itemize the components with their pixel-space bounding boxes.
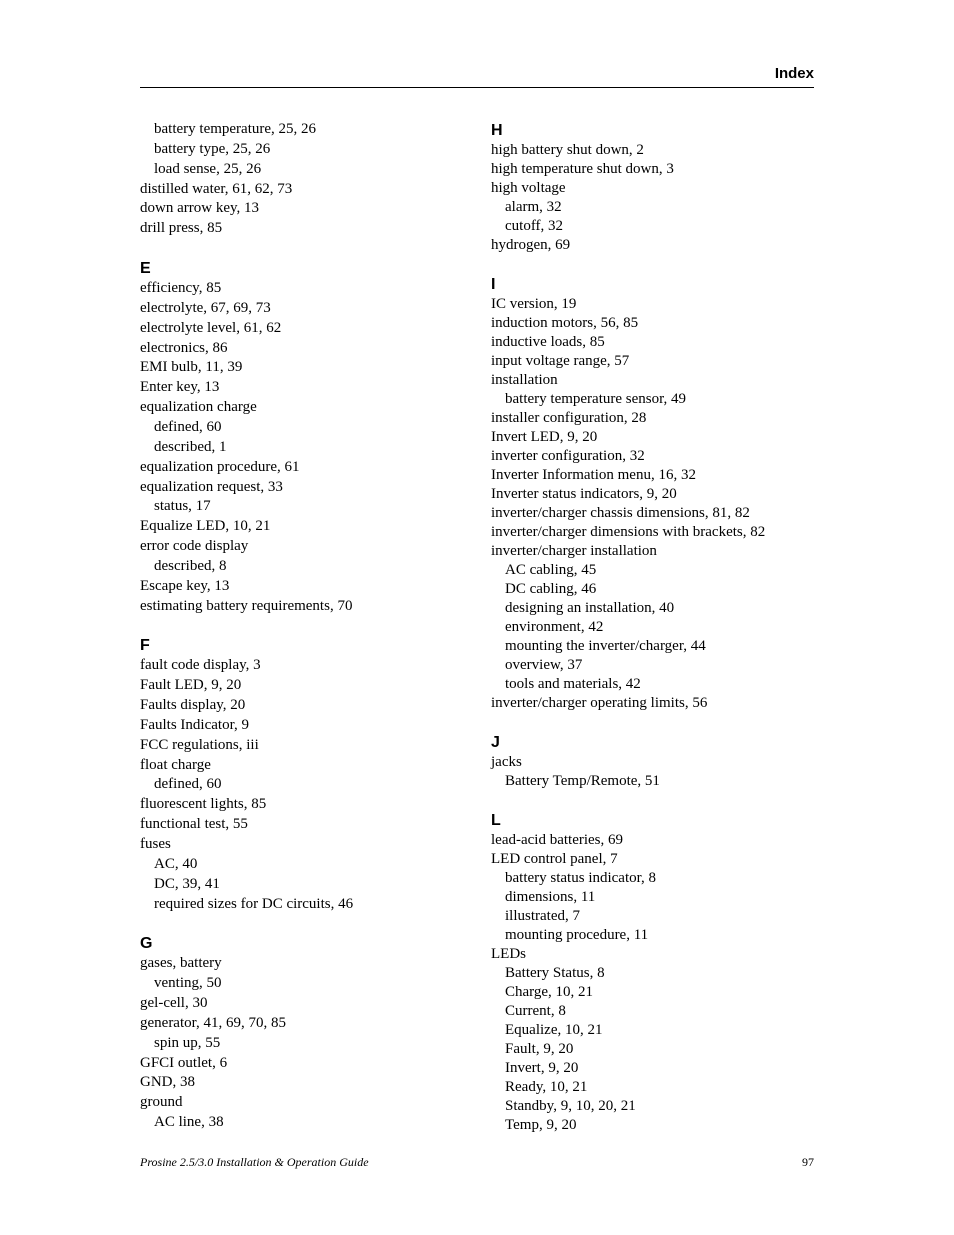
index-entry: LED control panel, 7 — [491, 851, 618, 867]
index-subentry: tools and materials, 42 — [505, 676, 641, 692]
index-subentry: environment, 42 — [505, 619, 604, 635]
index-subentry: defined, 60 — [154, 418, 222, 435]
index-entry: equalization procedure, 61 — [140, 458, 300, 475]
index-entry: electrolyte level, 61, 62 — [140, 319, 282, 336]
index-subentry: overview, 37 — [505, 657, 583, 673]
index-entry: inverter/charger operating limits, 56 — [491, 695, 708, 711]
index-subentry: cutoff, 32 — [505, 218, 564, 234]
index-subentry: Current, 8 — [505, 1003, 566, 1019]
index-entry: inverter/charger dimensions with brackets, 82 — [491, 524, 766, 540]
index-entry: Faults Indicator, 9 — [140, 716, 249, 733]
index-subentry: spin up, 55 — [154, 1034, 221, 1051]
index-subentry: Invert, 9, 20 — [505, 1060, 579, 1076]
index-letter-heading: L — [491, 812, 501, 829]
index-subentry: illustrated, 7 — [505, 908, 580, 924]
index-subentry: described, 1 — [154, 438, 227, 455]
index-subentry: AC cabling, 45 — [505, 562, 597, 578]
index-entry: Escape key, 13 — [140, 577, 230, 594]
index-entry: inverter/charger installation — [491, 543, 657, 559]
index-entry: functional test, 55 — [140, 816, 248, 833]
index-subentry: mounting procedure, 11 — [505, 927, 649, 943]
index-subentry: required sizes for DC circuits, 46 — [154, 895, 354, 912]
section-spacer — [491, 713, 821, 732]
index-entry: drill press, 85 — [140, 220, 223, 237]
index-subentry: designing an installation, 40 — [505, 600, 675, 616]
index-entry: Invert LED, 9, 20 — [491, 429, 598, 445]
index-letter-heading: G — [140, 935, 153, 953]
index-entry: ground — [140, 1094, 183, 1111]
index-subentry: Standby, 9, 10, 20, 21 — [505, 1098, 636, 1114]
index-subentry: AC, 40 — [154, 855, 198, 872]
index-entry: high battery shut down, 2 — [491, 142, 644, 158]
index-subentry: described, 8 — [154, 557, 227, 574]
index-entry: Faults display, 20 — [140, 697, 246, 714]
index-entry: electrolyte, 67, 69, 73 — [140, 299, 271, 316]
index-entry: equalization charge — [140, 399, 257, 416]
index-entry: inverter/charger chassis dimensions, 81, 82 — [491, 505, 750, 521]
index-entry: Inverter status indicators, 9, 20 — [491, 486, 677, 502]
index-entry: fuses — [140, 836, 171, 852]
index-entry: efficiency, 85 — [140, 280, 222, 297]
index-entry: fluorescent lights, 85 — [140, 796, 267, 813]
section-spacer — [491, 791, 821, 810]
index-entry: generator, 41, 69, 70, 85 — [140, 1014, 287, 1031]
index-subentry: dimensions, 11 — [505, 889, 596, 905]
index-letter-heading: F — [140, 637, 150, 655]
index-entry: Fault LED, 9, 20 — [140, 677, 242, 694]
index-subentry: DC, 39, 41 — [154, 875, 220, 892]
index-entry: distilled water, 61, 62, 73 — [140, 180, 293, 197]
index-subentry: battery temperature, 25, 26 — [154, 121, 317, 137]
index-subentry: status, 17 — [154, 498, 211, 515]
index-entry: Equalize LED, 10, 21 — [140, 518, 271, 535]
index-entry: high voltage — [491, 180, 566, 196]
index-entry: input voltage range, 57 — [491, 353, 630, 369]
index-entry: inductive loads, 85 — [491, 334, 605, 350]
index-subentry: defined, 60 — [154, 776, 222, 793]
footer-page-number: 97 — [802, 1155, 814, 1169]
section-spacer — [491, 255, 821, 274]
index-entry: Inverter Information menu, 16, 32 — [491, 467, 696, 483]
index-subentry: Battery Temp/Remote, 51 — [505, 773, 660, 789]
index-subentry: mounting the inverter/charger, 44 — [505, 638, 706, 654]
index-entry: error code display — [140, 538, 249, 555]
index-entry: estimating battery requirements, 70 — [140, 597, 353, 614]
index-entry: down arrow key, 13 — [140, 200, 259, 217]
index-subentry: Charge, 10, 21 — [505, 984, 594, 1000]
index-entry: fault code display, 3 — [140, 657, 261, 674]
index-entry: electronics, 86 — [140, 339, 228, 356]
section-spacer — [140, 914, 470, 933]
footer-guide-title: Prosine 2.5/3.0 Installation & Operation Guide — [140, 1155, 369, 1169]
index-subentry: alarm, 32 — [505, 199, 562, 215]
index-entry: EMI bulb, 11, 39 — [140, 359, 243, 376]
index-entry: LEDs — [491, 946, 526, 962]
index-column-left — [140, 120, 470, 1133]
index-letter-heading: H — [491, 122, 503, 139]
index-entry: gases, battery — [140, 955, 222, 972]
section-spacer — [140, 616, 470, 635]
index-subentry: battery temperature sensor, 49 — [505, 391, 686, 407]
index-entry: float charge — [140, 756, 211, 773]
index-entry: GFCI outlet, 6 — [140, 1054, 228, 1071]
index-subentry: Battery Status, 8 — [505, 965, 605, 981]
index-entry: installation — [491, 372, 558, 388]
index-entry: GND, 38 — [140, 1074, 195, 1091]
index-entry: equalization request, 33 — [140, 478, 283, 495]
index-column-right — [491, 120, 821, 1135]
index-entry: FCC regulations, iii — [140, 736, 259, 753]
section-spacer — [140, 239, 470, 258]
index-subentry: Ready, 10, 21 — [505, 1079, 588, 1095]
index-subentry: Temp, 9, 20 — [505, 1117, 577, 1133]
index-entry: IC version, 19 — [491, 296, 577, 312]
index-entry: induction motors, 56, 85 — [491, 315, 639, 331]
index-entry: hydrogen, 69 — [491, 237, 571, 253]
index-letter-heading: J — [491, 734, 500, 751]
index-entry: Enter key, 13 — [140, 379, 220, 396]
index-entry: inverter configuration, 32 — [491, 448, 645, 464]
index-subentry: DC cabling, 46 — [505, 581, 597, 597]
index-subentry: load sense, 25, 26 — [154, 160, 262, 177]
index-subentry: battery status indicator, 8 — [505, 870, 657, 886]
index-subentry: Fault, 9, 20 — [505, 1041, 574, 1057]
index-subentry: venting, 50 — [154, 975, 222, 992]
page-header-title: Index — [774, 65, 814, 82]
index-letter-heading: E — [140, 260, 151, 278]
index-subentry: battery type, 25, 26 — [154, 140, 271, 157]
index-entry: lead-acid batteries, 69 — [491, 832, 624, 848]
index-entry: installer configuration, 28 — [491, 410, 647, 426]
index-letter-heading: I — [491, 276, 496, 293]
index-entry: high temperature shut down, 3 — [491, 161, 674, 177]
index-subentry: AC line, 38 — [154, 1114, 224, 1131]
header-divider — [140, 87, 814, 88]
index-entry: gel-cell, 30 — [140, 995, 208, 1012]
index-subentry: Equalize, 10, 21 — [505, 1022, 603, 1038]
index-entry: jacks — [491, 754, 522, 770]
